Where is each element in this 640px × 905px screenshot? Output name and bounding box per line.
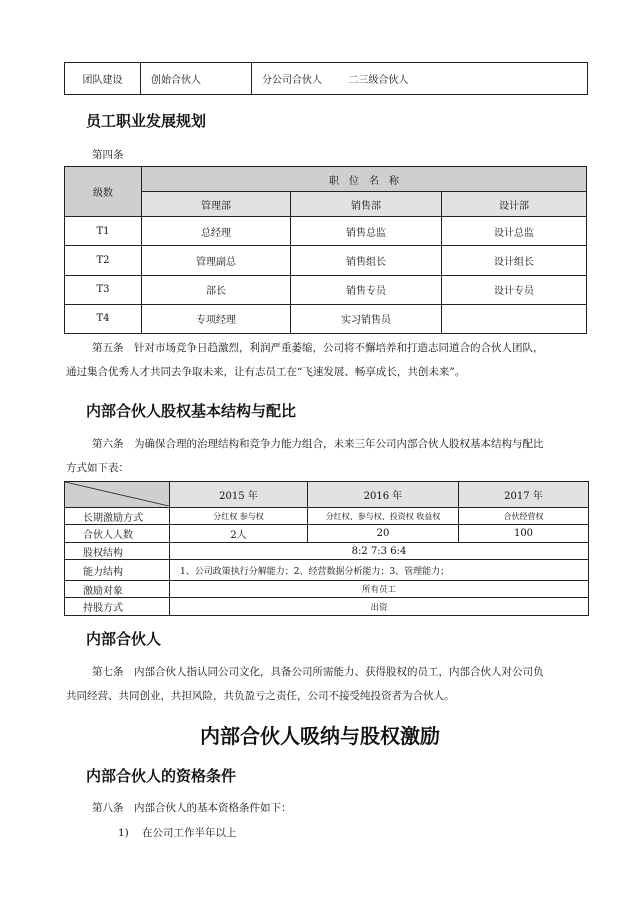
- founding-partner-text: 创始合伙人: [151, 75, 201, 86]
- target-value: 所有员工: [170, 580, 589, 598]
- year-2017-header: 2017 年: [459, 482, 589, 508]
- clause-7-line-2: 共同经营、共同创业，共担风险，共负盈亏之责任，公司不接受纯投资者为合伙人。: [66, 690, 455, 702]
- target-label: 激励对象: [65, 580, 170, 598]
- incentive-2016: 分红权、参与权、投资权 收益权: [308, 507, 459, 525]
- hold-label: 持股方式: [65, 598, 170, 616]
- incentive-2015: 分红权 参与权: [170, 507, 308, 525]
- design-cell: 设计组长: [442, 246, 587, 275]
- mgmt-cell: 管理副总: [142, 246, 291, 275]
- table-row: [65, 217, 587, 246]
- table-row: [65, 525, 589, 543]
- count-label: 合伙人人数: [65, 525, 170, 543]
- table-row: [65, 246, 587, 275]
- dept-header-design: 设计部: [442, 192, 587, 217]
- design-cell: [442, 304, 587, 333]
- table-row: [65, 580, 589, 598]
- list-item-1-text: 在公司工作半年以上: [142, 827, 237, 839]
- count-2016: 20: [308, 525, 459, 543]
- equity-table: [64, 481, 589, 616]
- incentive-label: 长期激励方式: [65, 507, 170, 525]
- clause-8: 第八条 内部合伙人的基本资格条件如下：: [92, 802, 292, 814]
- table-row: [65, 560, 589, 581]
- chapter-title: 内部合伙人吸纳与股权激励: [200, 724, 440, 748]
- table-row: [65, 542, 589, 560]
- branch-partner-text: 分公司合伙人: [262, 75, 322, 86]
- position-header: 职 位 名 称: [142, 167, 587, 192]
- level-cell: T1: [65, 217, 142, 246]
- equity-label: 股权结构: [65, 542, 170, 560]
- level-header: 级数: [65, 167, 142, 217]
- section-title-equity: 内部合伙人股权基本结构与配比: [86, 402, 297, 420]
- cell-team-building: 团队建设: [65, 63, 141, 95]
- mgmt-cell: 部长: [142, 275, 291, 304]
- sales-cell: 实习销售员: [291, 304, 442, 333]
- table-row: [65, 598, 589, 616]
- year-2016-header: 2016 年: [308, 482, 459, 508]
- mgmt-cell: 专项经理: [142, 304, 291, 333]
- sales-cell: 销售组长: [291, 246, 442, 275]
- year-2015-header: 2015 年: [170, 482, 308, 508]
- cell-founding-partner: [141, 63, 252, 95]
- level-cell: T3: [65, 275, 142, 304]
- count-2017: 100: [459, 525, 589, 543]
- table-row: [65, 507, 589, 525]
- mgmt-cell: 总经理: [142, 217, 291, 246]
- diagonal-header-cell: [65, 482, 170, 508]
- dept-header-mgmt: 管理部: [142, 192, 291, 217]
- level-cell: T4: [65, 304, 142, 333]
- clause-5-line-1: 第五条 针对市场竞争日趋激烈，利润严重萎缩，公司将不懈培养和打造志同道合的合伙人团队，: [92, 342, 544, 354]
- hold-value: 出资: [170, 598, 589, 616]
- design-cell: 设计总监: [442, 217, 587, 246]
- ability-label: 能力结构: [65, 560, 170, 581]
- clause-4: 第四条: [92, 149, 124, 161]
- design-cell: 设计专员: [442, 275, 587, 304]
- sales-cell: 销售专员: [291, 275, 442, 304]
- career-table: [64, 166, 587, 334]
- dept-header-sales: 销售部: [291, 192, 442, 217]
- list-item-1-number: 1): [118, 827, 129, 839]
- section-title-qualification: 内部合伙人的资格条件: [86, 767, 237, 785]
- ability-value: 1、公司政策执行分解能力；2、经营数据分析能力；3、管理能力；: [170, 560, 589, 581]
- table-row: [65, 304, 587, 333]
- level23-partner-text: 二三级合伙人: [348, 75, 409, 86]
- cell-branch-partners: [252, 63, 588, 95]
- sales-cell: 销售总监: [291, 217, 442, 246]
- diagonal-line: [65, 482, 169, 506]
- incentive-2017: 合伙经营权: [459, 507, 589, 525]
- clause-6-line-1: 第六条 为确保合理的治理结构和竞争力能力组合，未来三年公司内部合伙人股权基本结构与配比: [92, 438, 544, 450]
- team-building-table: [64, 62, 588, 95]
- clause-7-line-1: 第七条 内部合伙人指认同公司文化，具备公司所需能力、获得股权的员工，内部合伙人对公司负: [92, 666, 544, 678]
- section-title-career: 员工职业发展规划: [86, 112, 207, 130]
- level-cell: T2: [65, 246, 142, 275]
- count-2015: 2人: [170, 525, 308, 543]
- clause-6-line-2: 方式如下表：: [66, 462, 129, 474]
- equity-value: 8:2 7:3 6:4: [170, 542, 589, 560]
- clause-5-line-2: 通过集合优秀人才共同去争取未来，让有志员工在“飞速发展、畅享成长，共创未来”。: [66, 366, 466, 378]
- section-title-partner: 内部合伙人: [86, 630, 162, 648]
- table-row: [65, 275, 587, 304]
